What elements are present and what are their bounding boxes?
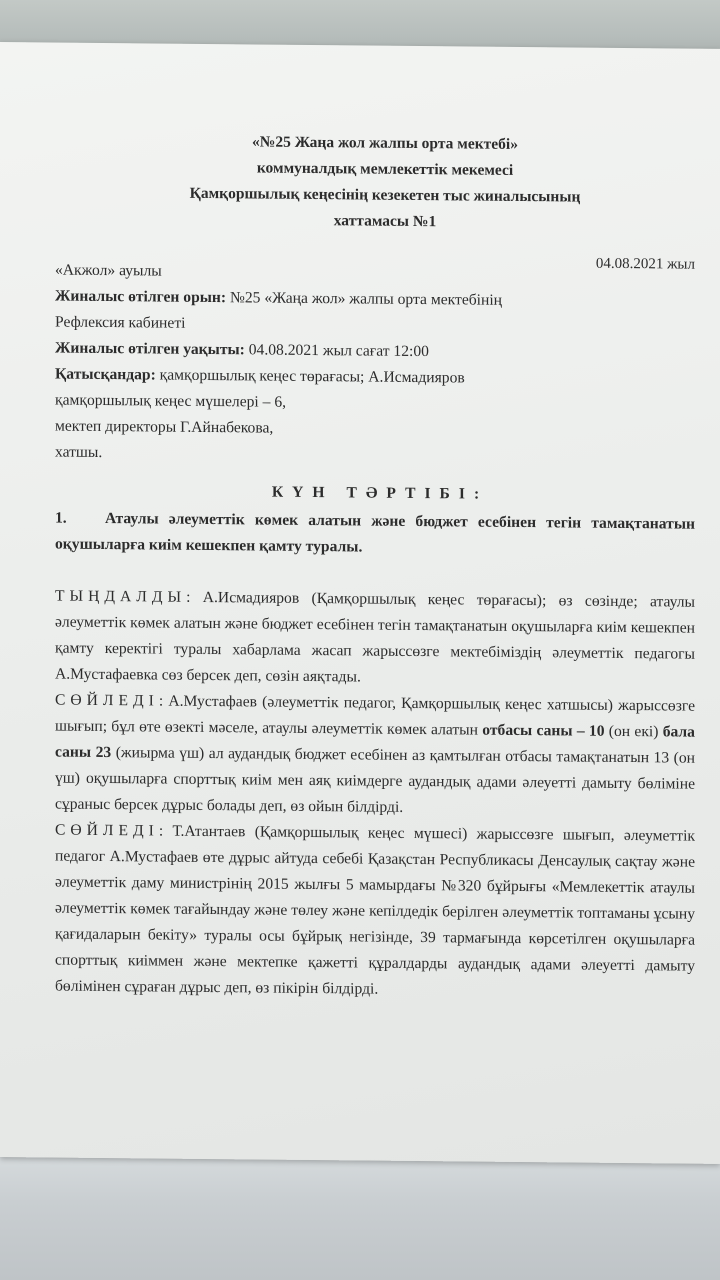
minutes-spoke-2-label: СӨЙЛЕДІ — [55, 821, 159, 840]
minutes-heard-label: ТЫҢДАЛДЫ — [55, 587, 187, 606]
document-header — [75, 128, 695, 238]
agenda-item-text: Атаулы әлеуметтік көмек алатын және бюджет есебінен тегін тамақтанатын оқушыларға киім кешекпен қамту туралы. — [55, 510, 695, 556]
minutes-spoke-1 — [55, 688, 695, 824]
meeting-place-room: Рефлексия кабинеті — [55, 313, 186, 332]
minutes-spoke-2-text: : Т.Атантаев (Қамқоршылық кеңес мүшесі) жарыссөзге шығып, әлеуметтік педагог А.Мустафаев өте дұрыс айтуда себебі Қазақстан Республикасы Денсаулық сақтау және әлеуметтік даму министрінің 2015 жылғы 5 мамырдағы №320 бұйрығы «Мемлекеттік атаулы әлеуметтік көмек тағайындау және төлеу және кепілдедік берілген әлеуметтік топтаманы ұсыну қағидаларын бекіту» туралы осы бұйрық негізінде, 39 тармағында көрсетілген оқушыларға спорттық киіммен және мектепке қажетті құралдарды аудандық адами әлеуетті дамыту бөлімінен сұраған дұрыс деп, өз пікірін білдірді. — [55, 822, 695, 998]
document-page — [0, 42, 720, 1164]
header-protocol-number: хаттамасы №1 — [333, 212, 437, 231]
minutes-spoke-1-label: СӨЙЛЕДІ — [55, 691, 159, 710]
header-meeting-title: Қамқоршылық кеңесінің кезекетен тыс жиналысының — [189, 184, 581, 206]
participants-members: қамқоршылық кеңес мүшелері – 6, — [55, 391, 287, 411]
minutes-spoke-1-children: бала саны 23 — [55, 723, 695, 762]
agenda-title: КҮН ТӘРТІБІ: — [271, 483, 489, 503]
table-surface-bottom — [0, 1150, 720, 1280]
meeting-time-label: Жиналыс өтілген уақыты: — [55, 339, 245, 359]
agenda-item — [55, 506, 695, 564]
meeting-place-value: №25 «Жаңа жол» жалпы орта мектебінің — [226, 289, 503, 309]
minutes-spoke-2 — [55, 818, 695, 1006]
village-name: «Акжол» ауылы — [55, 261, 162, 280]
minutes-spoke-1-families: отбасы саны – 10 — [482, 721, 605, 740]
meeting-date: 04.08.2021 жыл — [595, 255, 695, 273]
participants-director: мектеп директоры Г.Айнабекова, — [55, 417, 274, 437]
participants-chair: қамқоршылық кеңес төрағасы; А.Исмадияров — [155, 366, 465, 387]
minutes-heard-text: : А.Исмадияров (Қамқоршылық кеңес төрағасы); өз сөзінде; атаулы әлеуметтік көмек алатын және бюджет есебінен тегін тамақтанатын оқушыларға киім кешекпен қамту керектігі туралы хабарлама жасап жарыссөзге мектебіміздің әлеуметтік педагогы А.Мустафаевка сөз берсек деп, сөзін аяқтады. — [55, 588, 695, 686]
minutes-heard — [55, 584, 695, 694]
participants-label: Қатысқандар: — [55, 365, 156, 384]
minutes-spoke-1-text-a: : А.Мустафаев (әлеуметтік педагог, Қамқоршылық кеңес хатшысы) жарыссөзге шығып; бұл өте өзекті мәселе, атаулы әлеуметтік көмек алатын — [55, 692, 695, 739]
meeting-time-value: 04.08.2021 жыл сағат 12:00 — [244, 341, 429, 361]
document-content — [55, 128, 695, 1006]
meeting-place-label: Жиналыс өтілген орын: — [55, 287, 227, 307]
participants-secretary: хатшы. — [55, 443, 103, 461]
agenda-item-number: 1. — [55, 509, 67, 527]
header-institution-type: коммуналдық мемлекеттік мекемесі — [256, 159, 514, 179]
minutes-spoke-1-text-c: (жиырма үш) ал аудандық бюджет есебінен аз қамтылған отбасы тамақтанатын 13 (он үш) оқушыларға спорттық киім мен аяқ киімдерге аудандық адами әлеуетті дамыту бөліміне сұраныс берсек дұрыс болады деп, өз ойын білдірді. — [55, 744, 695, 816]
header-school-name: «№25 Жаңа жол жалпы орта мектебі» — [252, 133, 518, 153]
minutes-spoke-1-text-b: (он екі) — [604, 722, 663, 741]
